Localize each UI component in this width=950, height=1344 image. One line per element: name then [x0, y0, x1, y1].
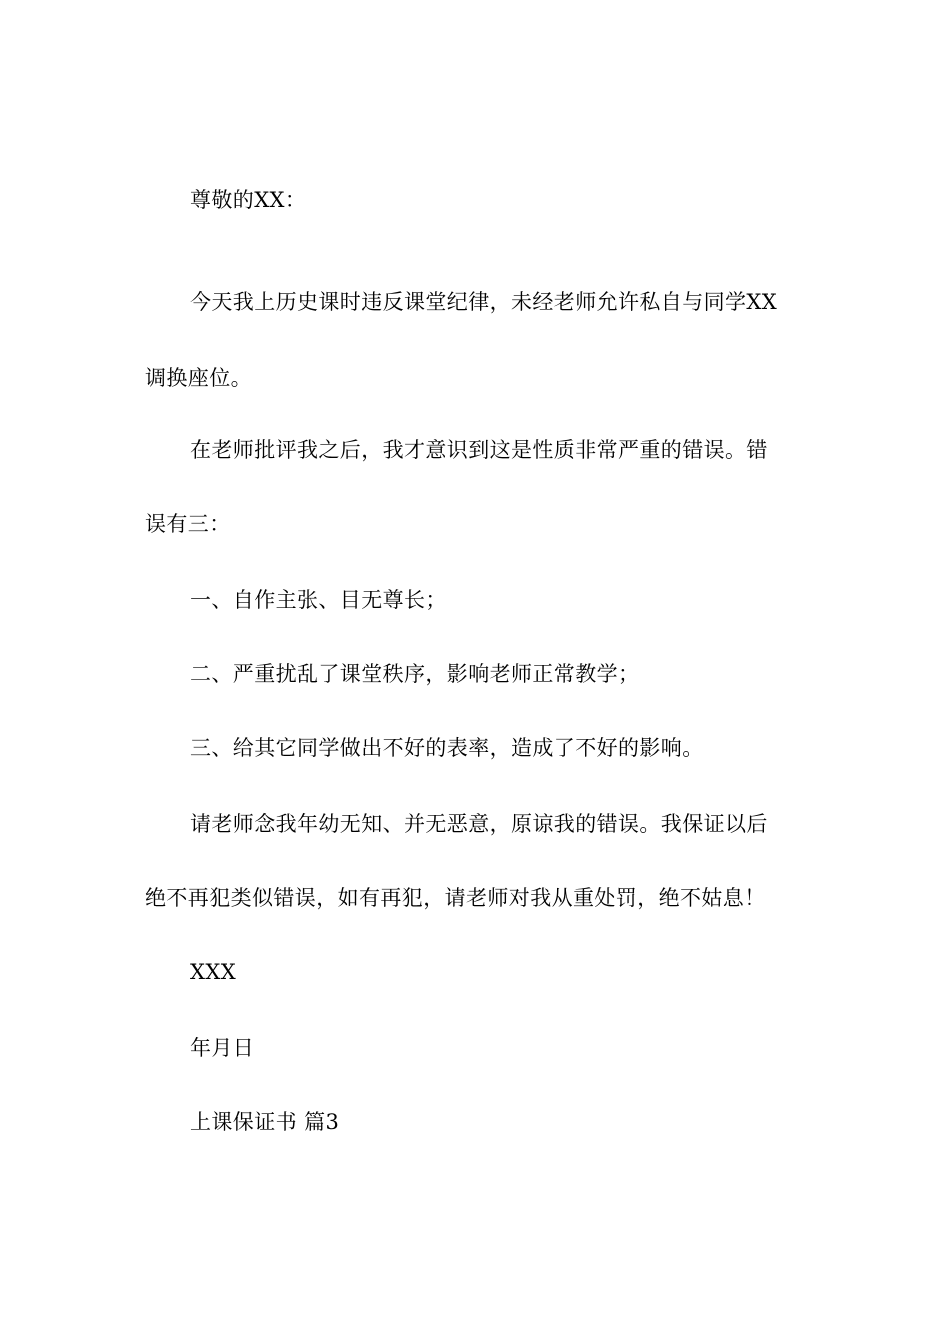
- paragraph-2-line-1: 在老师批评我之后，我才意识到这是性质非常严重的错误。错: [190, 438, 768, 462]
- paragraph-2-line-2: 误有三：: [145, 512, 231, 536]
- list-item-1: 一、自作主张、目无尊长；: [190, 588, 447, 612]
- paragraph-3-line-2: 绝不再犯类似错误，如有再犯，请老师对我从重处罚，绝不姑息！: [145, 886, 766, 910]
- list-item-2: 二、严重扰乱了课堂秩序，影响老师正常教学；: [190, 662, 640, 686]
- paragraph-1-line-2: 调换座位。: [145, 366, 252, 390]
- date: 年月日: [190, 1036, 255, 1060]
- salutation: 尊敬的XX：: [190, 188, 307, 212]
- next-section-heading: 上课保证书 篇3: [190, 1110, 340, 1134]
- paragraph-1-line-1: 今天我上历史课时违反课堂纪律，未经老师允许私自与同学XX: [190, 290, 778, 314]
- signature: XXX: [190, 960, 237, 984]
- list-item-3: 三、给其它同学做出不好的表率，造成了不好的影响。: [190, 736, 704, 760]
- paragraph-3-line-1: 请老师念我年幼无知、并无恶意，原谅我的错误。我保证以后: [190, 812, 768, 836]
